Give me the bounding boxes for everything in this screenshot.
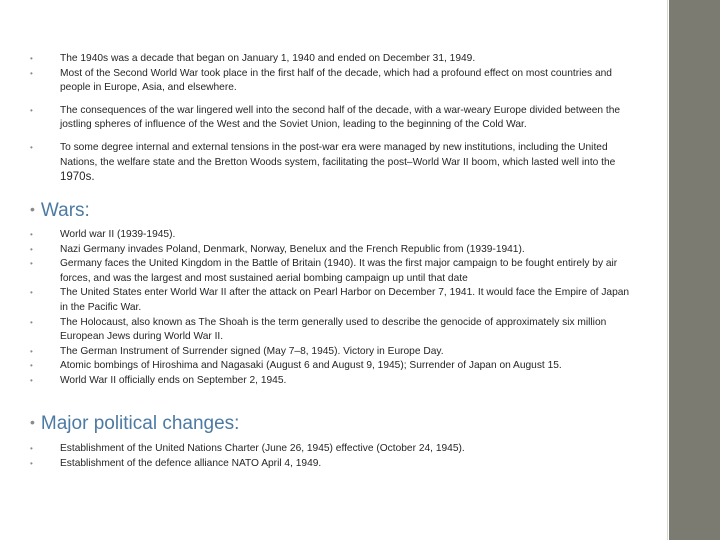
wars-list: [30, 228, 630, 389]
political-heading: • Major political changes:: [30, 413, 240, 434]
wars-item: • Atomic bombings of Hiroshima and Nagasaki (August 6 and August 9, 1945); Surrender of Japan on August 15.: [30, 359, 630, 374]
bullet-icon: •: [30, 375, 33, 385]
bullet-icon: •: [30, 346, 33, 356]
bullet-icon: •: [30, 105, 33, 115]
bullet-icon: •: [30, 230, 33, 239]
wars-heading: • Wars:: [30, 200, 90, 221]
bullet-icon: •: [30, 288, 33, 298]
bullet-icon: •: [30, 458, 33, 468]
bullet-icon: •: [30, 259, 33, 269]
intro-item: • Most of the Second World War took place in the first half of the decade, which had a profound effect on most countries and people in Europe, Asia, and elsewhere.: [30, 67, 612, 94]
bullet-icon: •: [30, 68, 33, 78]
intro-item: • The consequences of the war lingered well into the second half of the decade, with a war-weary Europe divided between the jostling spheres of influence of the West and the Soviet Union, leading to the beginning of the Cold War.: [30, 104, 621, 131]
bullet-icon: •: [30, 317, 33, 327]
wars-item: • The Holocaust, also known as The Shoah is the term generally used to describe the genocide of approximately six million European Jews during World War II.: [30, 316, 607, 343]
bullet-icon: •: [30, 244, 33, 254]
bullet-icon: •: [30, 54, 33, 63]
political-item: • Establishment of the defence alliance NATO April 4, 1949.: [30, 457, 630, 472]
political-list: [30, 442, 630, 471]
wars-item: • Germany faces the United Kingdom in the Battle of Britain (1940). It was the first major campaign to be fought entirely by air forces, and was the largest and most sustained aerial bombing campaign up until that date: [30, 258, 618, 284]
wars-item: • The United States enter World War II after the attack on Pearl Harbor on December 7, 1941. It would face the Empire of Japan in the Pacific War.: [30, 287, 630, 313]
side-bar: [669, 0, 720, 540]
intro-item: • The 1940s was a decade that began on January 1, 1940 and ended on December 31, 1949.: [30, 52, 630, 67]
bullet-icon: •: [30, 414, 35, 430]
intro-list: [30, 52, 630, 186]
bullet-icon: •: [30, 361, 33, 371]
bullet-icon: •: [30, 444, 33, 453]
intro-item: • To some degree internal and external tensions in the post-war era were managed by new institutions, including the United Nations, the welfare state and the Bretton Woods system, facilitating the post–World War II boom, which lasted well into the 1970s.: [30, 141, 616, 184]
political-item: • Establishment of the United Nations Charter (June 26, 1945) effective (October 24, 1945).: [30, 442, 630, 457]
wars-item: • The German Instrument of Surrender signed (May 7–8, 1945). Victory in Europe Day.: [30, 345, 630, 360]
wars-item: • Nazi Germany invades Poland, Denmark, Norway, Benelux and the French Republic from (1939-1941).: [30, 243, 630, 258]
intro-tail: 1970s.: [60, 171, 95, 184]
wars-item: • World war II (1939-1945).: [30, 228, 630, 243]
side-divider: [667, 0, 668, 540]
bullet-icon: •: [30, 142, 33, 152]
bullet-icon: •: [30, 201, 35, 217]
wars-item: • World War II officially ends on September 2, 1945.: [30, 374, 630, 389]
